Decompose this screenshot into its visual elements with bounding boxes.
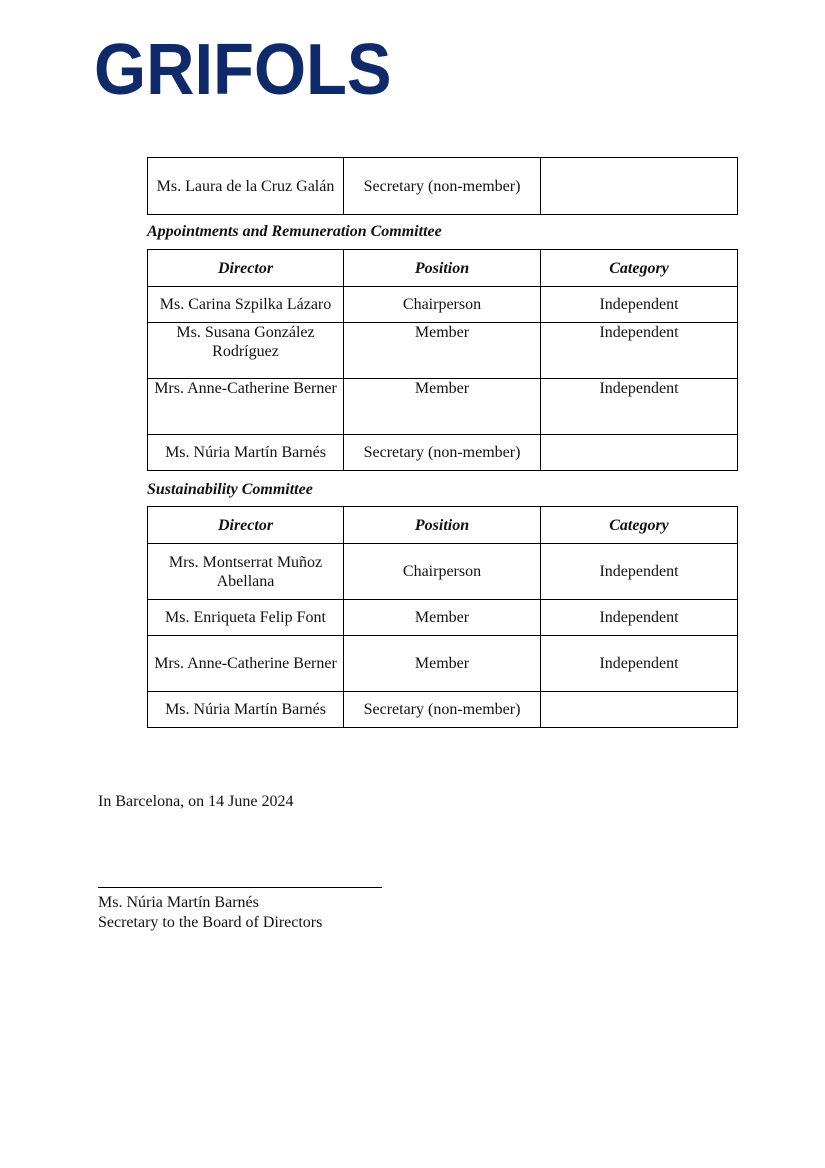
table-row xyxy=(148,379,738,435)
sustainability-committee-title: Sustainability Committee xyxy=(147,481,313,498)
grifols-logo: GRIFOLS xyxy=(94,30,392,110)
signatory-name: Ms. Núria Martín Barnés xyxy=(98,894,259,911)
position-cell: Secretary (non-member) xyxy=(344,435,541,471)
column-header-category: Category xyxy=(541,507,738,544)
signatory-title: Secretary to the Board of Directors xyxy=(98,914,323,931)
director-cell: Mrs. Montserrat Muñoz Abellana xyxy=(148,544,344,600)
position-cell: Member xyxy=(344,379,541,435)
table-header-row xyxy=(148,507,738,544)
director-cell: Mrs. Anne-Catherine Berner xyxy=(148,379,344,435)
audit-committee-table-tail xyxy=(147,157,738,215)
table-row xyxy=(148,544,738,600)
director-cell: Ms. Susana González Rodríguez xyxy=(148,323,344,379)
sustainability-committee-table xyxy=(147,506,738,728)
table-row xyxy=(148,636,738,692)
position-cell: Chairperson xyxy=(344,544,541,600)
table-header-row xyxy=(148,250,738,287)
table-row xyxy=(148,435,738,471)
table-row xyxy=(148,323,738,379)
table-row xyxy=(148,287,738,323)
column-header-position: Position xyxy=(344,507,541,544)
place-and-date: In Barcelona, on 14 June 2024 xyxy=(98,793,294,810)
category-cell xyxy=(541,158,738,215)
category-cell: Independent xyxy=(541,600,738,636)
table-row xyxy=(148,692,738,728)
category-cell: Independent xyxy=(541,636,738,692)
category-cell xyxy=(541,435,738,471)
position-cell: Secretary (non-member) xyxy=(344,158,541,215)
director-cell: Mrs. Anne-Catherine Berner xyxy=(148,636,344,692)
position-cell: Member xyxy=(344,600,541,636)
table-row xyxy=(148,158,738,215)
column-header-director: Director xyxy=(148,250,344,287)
director-cell: Ms. Enriqueta Felip Font xyxy=(148,600,344,636)
position-cell: Member xyxy=(344,323,541,379)
category-cell: Independent xyxy=(541,544,738,600)
column-header-position: Position xyxy=(344,250,541,287)
category-cell: Independent xyxy=(541,287,738,323)
table-row xyxy=(148,600,738,636)
column-header-director: Director xyxy=(148,507,344,544)
position-cell: Member xyxy=(344,636,541,692)
appointments-committee-table xyxy=(147,249,738,471)
position-cell: Chairperson xyxy=(344,287,541,323)
director-cell: Ms. Carina Szpilka Lázaro xyxy=(148,287,344,323)
director-cell: Ms. Núria Martín Barnés xyxy=(148,692,344,728)
position-cell: Secretary (non-member) xyxy=(344,692,541,728)
director-cell: Ms. Núria Martín Barnés xyxy=(148,435,344,471)
signature-line xyxy=(98,887,382,888)
category-cell xyxy=(541,692,738,728)
appointments-committee-title: Appointments and Remuneration Committee xyxy=(147,223,442,240)
director-cell: Ms. Laura de la Cruz Galán xyxy=(148,158,344,215)
column-header-category: Category xyxy=(541,250,738,287)
category-cell: Independent xyxy=(541,323,738,379)
category-cell: Independent xyxy=(541,379,738,435)
